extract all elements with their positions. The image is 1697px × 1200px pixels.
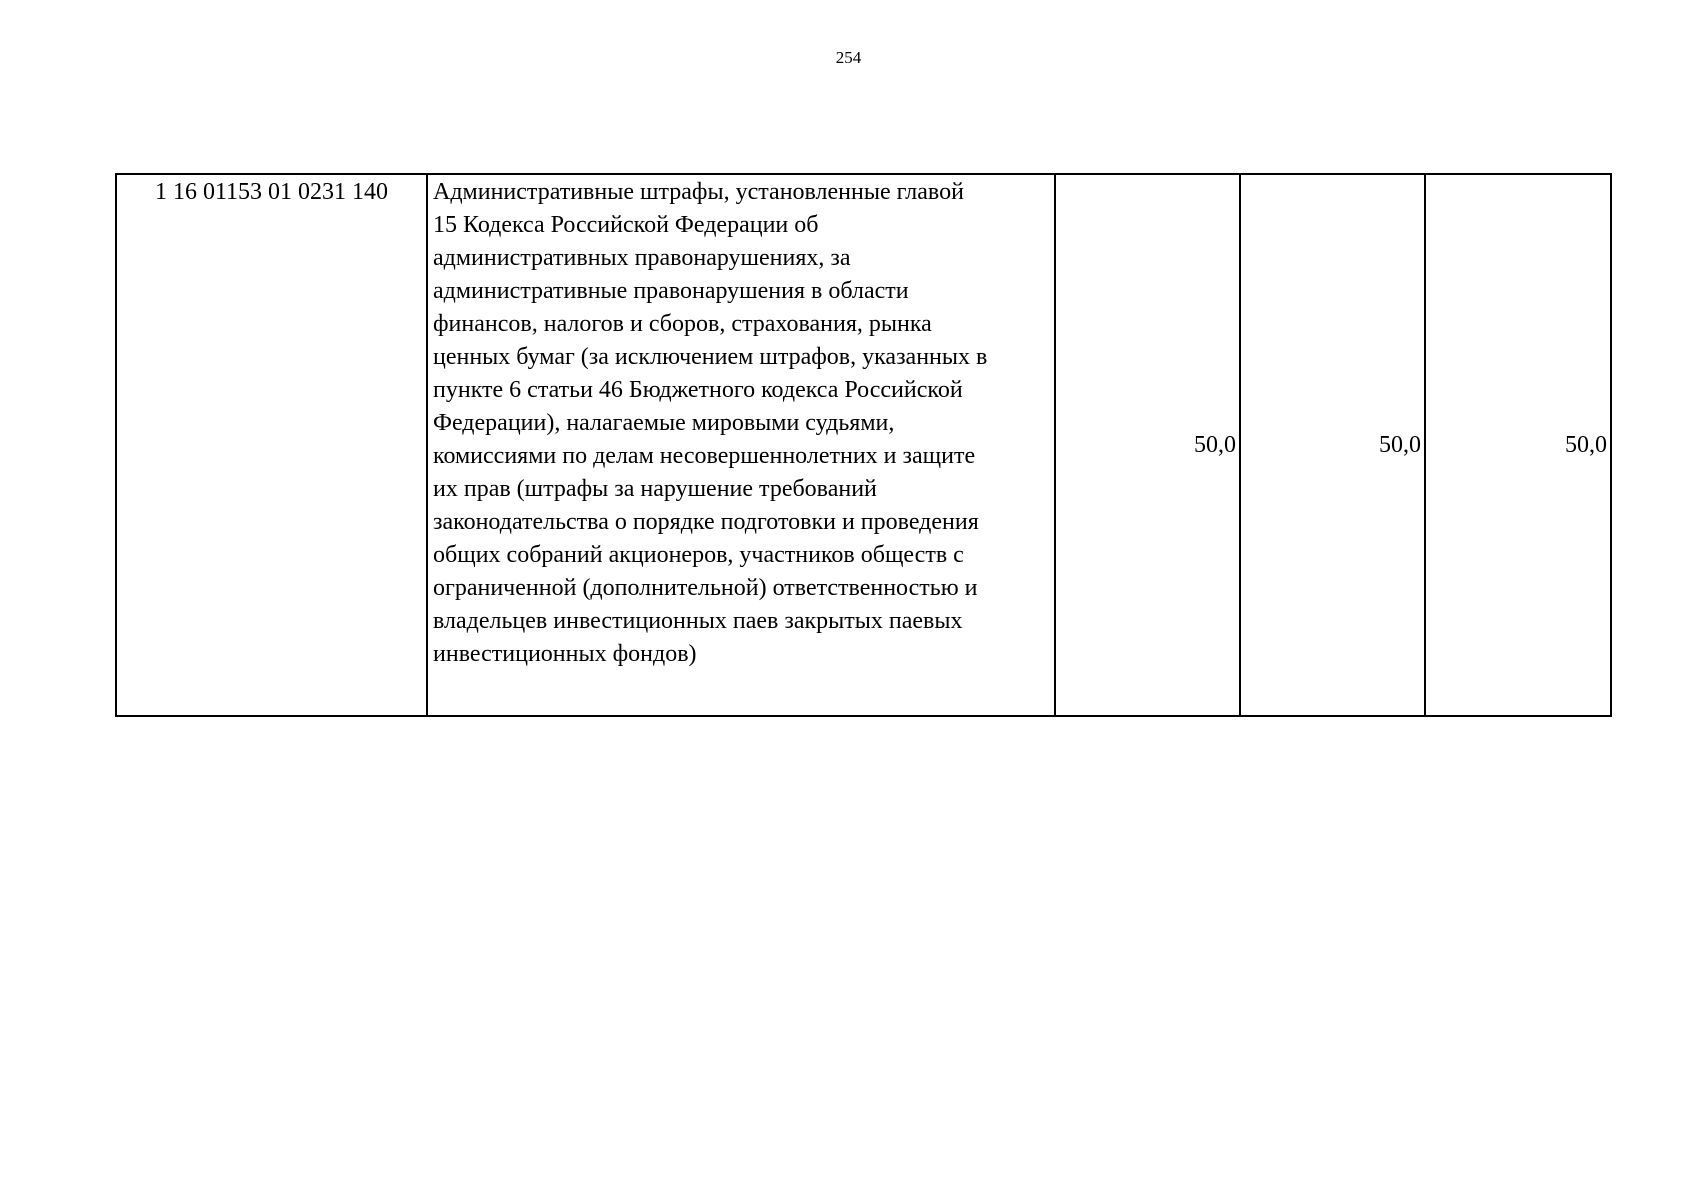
page-number: 254 bbox=[835, 48, 862, 67]
amount-year-3: 50,0 bbox=[1425, 174, 1611, 716]
amount-year-1: 50,0 bbox=[1055, 174, 1240, 716]
revenue-description: Административные штрафы, установленные главой 15 Кодекса Российской Федерации об административных правонарушениях, за административные правонарушения в области финансов, налогов и сборов, страхования, рынка ценных бумаг (за исключением штрафов, указанных в пункте 6 статьи 46 Бюджетного кодекса Российской Федерации), налагаемые мировыми судьями, комиссиями по делам несовершеннолетних и защите их прав (штрафы за нарушение требований законодательства о порядке подготовки и проведения общих собраний акционеров, участников обществ с ограниченной (дополнительной) ответственностью и владельцев инвестиционных паев закрытых паевых инвестиционных фондов) bbox=[427, 174, 1055, 716]
budget-table bbox=[115, 173, 1612, 717]
budget-classification-code: 1 16 01153 01 0231 140 bbox=[116, 174, 427, 716]
amount-year-2: 50,0 bbox=[1240, 174, 1425, 716]
table-row bbox=[116, 174, 1611, 716]
